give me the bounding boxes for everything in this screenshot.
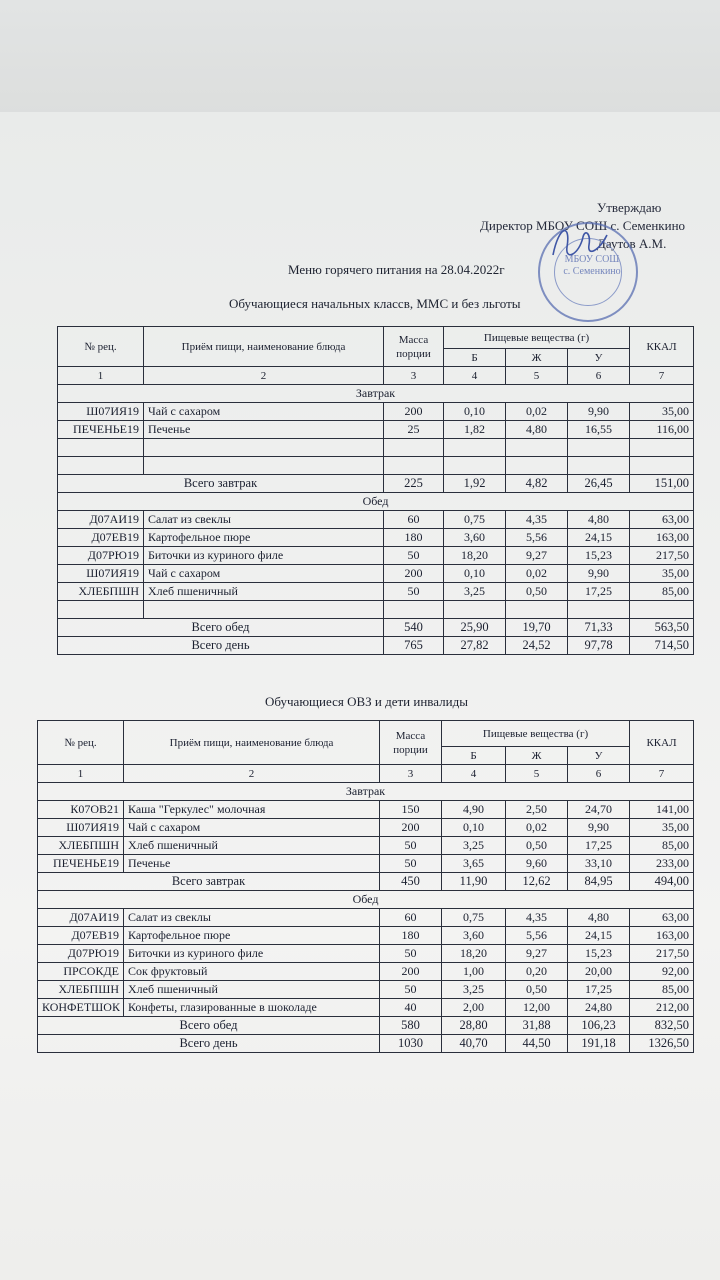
total-label: Всего день xyxy=(38,1035,380,1053)
recipe-code: ХЛЕБПШН xyxy=(58,583,144,601)
total-mass: 225 xyxy=(384,475,444,493)
fats-value: 9,60 xyxy=(506,855,568,873)
total-label: Всего завтрак xyxy=(38,873,380,891)
recipe-code: КОНФЕТШОК xyxy=(38,999,124,1017)
kcal-value: 85,00 xyxy=(630,981,694,999)
header-dish-name: Приём пищи, наименование блюда xyxy=(124,721,380,765)
fats-value xyxy=(506,457,568,475)
carbs-value xyxy=(568,439,630,457)
header-portion-mass: Масса порции xyxy=(384,327,444,367)
column-number: 6 xyxy=(568,367,630,385)
kcal-value: 92,00 xyxy=(630,963,694,981)
dish-name: Чай с сахаром xyxy=(144,565,384,583)
carbs-value: 24,15 xyxy=(568,927,630,945)
column-number: 2 xyxy=(144,367,384,385)
fats-value: 2,50 xyxy=(506,801,568,819)
portion-mass: 200 xyxy=(384,565,444,583)
kcal-value xyxy=(630,439,694,457)
dish-name: Хлеб пшеничный xyxy=(144,583,384,601)
section-lunch: Обед xyxy=(58,493,694,511)
carbs-value: 15,23 xyxy=(568,945,630,963)
total-proteins: 40,70 xyxy=(442,1035,506,1053)
recipe-code: ПЕЧЕНЬЕ19 xyxy=(58,421,144,439)
total-label: Всего день xyxy=(58,637,384,655)
total-label: Всего обед xyxy=(38,1017,380,1035)
header-carbs: У xyxy=(568,349,630,367)
carbs-value: 33,10 xyxy=(568,855,630,873)
carbs-value xyxy=(568,601,630,619)
proteins-value: 3,25 xyxy=(442,837,506,855)
total-proteins: 1,92 xyxy=(444,475,506,493)
column-number: 6 xyxy=(568,765,630,783)
total-kcal: 1326,50 xyxy=(630,1035,694,1053)
total-label: Всего обед xyxy=(58,619,384,637)
recipe-code: Д07ЕВ19 xyxy=(58,529,144,547)
dish-row xyxy=(38,801,694,819)
dish-row xyxy=(58,583,694,601)
proteins-value: 3,25 xyxy=(444,583,506,601)
dish-name: Чай с сахаром xyxy=(124,819,380,837)
dish-name xyxy=(144,439,384,457)
section-lunch: Обед xyxy=(38,891,694,909)
column-number: 5 xyxy=(506,367,568,385)
kcal-value: 116,00 xyxy=(630,421,694,439)
dish-row xyxy=(38,945,694,963)
column-number: 3 xyxy=(380,765,442,783)
proteins-value xyxy=(444,601,506,619)
dish-name: Салат из свеклы xyxy=(124,909,380,927)
fats-value: 0,20 xyxy=(506,963,568,981)
fats-value: 0,02 xyxy=(506,403,568,421)
portion-mass: 50 xyxy=(384,583,444,601)
approval-line-1: Утверждаю xyxy=(597,200,662,215)
fats-value: 0,02 xyxy=(506,819,568,837)
lunch-rows xyxy=(38,909,694,1017)
portion-mass: 50 xyxy=(380,855,442,873)
menu-table-ovz xyxy=(37,720,694,1053)
proteins-value: 4,90 xyxy=(442,801,506,819)
lunch-total-row xyxy=(58,619,694,637)
proteins-value: 0,10 xyxy=(442,819,506,837)
dish-row xyxy=(58,529,694,547)
kcal-value: 63,00 xyxy=(630,909,694,927)
total-mass: 765 xyxy=(384,637,444,655)
dish-row xyxy=(38,963,694,981)
dish-name: Чай с сахаром xyxy=(144,403,384,421)
dish-name: Биточки из куриного филе xyxy=(144,547,384,565)
table2-subtitle: Обучающиеся ОВЗ и дети инвалиды xyxy=(265,694,468,709)
approval-line-3: Даутов А.М. xyxy=(597,236,667,251)
portion-mass xyxy=(384,457,444,475)
fats-value: 4,35 xyxy=(506,511,568,529)
header-carbs: У xyxy=(568,747,630,765)
total-kcal: 151,00 xyxy=(630,475,694,493)
dish-row xyxy=(38,909,694,927)
total-label: Всего завтрак xyxy=(58,475,384,493)
column-number: 1 xyxy=(38,765,124,783)
portion-mass: 60 xyxy=(380,909,442,927)
dish-name: Картофельное пюре xyxy=(124,927,380,945)
recipe-code: Д07РЮ19 xyxy=(38,945,124,963)
total-mass: 540 xyxy=(384,619,444,637)
header-recipe-number: № рец. xyxy=(58,327,144,367)
portion-mass: 180 xyxy=(384,529,444,547)
header-proteins: Б xyxy=(442,747,506,765)
dish-name: Картофельное пюре xyxy=(144,529,384,547)
fats-value: 0,50 xyxy=(506,583,568,601)
proteins-value: 0,75 xyxy=(442,909,506,927)
dish-name: Конфеты, глазированные в шоколаде xyxy=(124,999,380,1017)
dish-row xyxy=(58,547,694,565)
dish-row xyxy=(38,855,694,873)
carbs-value: 16,55 xyxy=(568,421,630,439)
portion-mass: 180 xyxy=(380,927,442,945)
carbs-value: 24,70 xyxy=(568,801,630,819)
carbs-value: 9,90 xyxy=(568,565,630,583)
proteins-value: 3,60 xyxy=(442,927,506,945)
dish-name xyxy=(144,457,384,475)
total-proteins: 25,90 xyxy=(444,619,506,637)
column-number: 1 xyxy=(58,367,144,385)
column-number: 7 xyxy=(630,367,694,385)
portion-mass xyxy=(384,439,444,457)
dish-name: Печенье xyxy=(124,855,380,873)
total-fats: 4,82 xyxy=(506,475,568,493)
section-breakfast: Завтрак xyxy=(58,385,694,403)
recipe-code: ПЕЧЕНЬЕ19 xyxy=(38,855,124,873)
day-total-row xyxy=(58,637,694,655)
proteins-value: 1,00 xyxy=(442,963,506,981)
kcal-value xyxy=(630,457,694,475)
carbs-value: 9,90 xyxy=(568,403,630,421)
lunch-total-row xyxy=(38,1017,694,1035)
portion-mass: 200 xyxy=(380,819,442,837)
portion-mass: 50 xyxy=(384,547,444,565)
portion-mass: 200 xyxy=(384,403,444,421)
dish-name: Каша "Геркулес" молочная xyxy=(124,801,380,819)
column-number: 2 xyxy=(124,765,380,783)
recipe-code: Д07ЕВ19 xyxy=(38,927,124,945)
total-kcal: 563,50 xyxy=(630,619,694,637)
breakfast-total-row xyxy=(38,873,694,891)
dish-row xyxy=(38,999,694,1017)
carbs-value: 4,80 xyxy=(568,511,630,529)
total-kcal: 832,50 xyxy=(630,1017,694,1035)
kcal-value: 233,00 xyxy=(630,855,694,873)
total-proteins: 11,90 xyxy=(442,873,506,891)
portion-mass: 60 xyxy=(384,511,444,529)
recipe-code: Ш07ИЯ19 xyxy=(58,403,144,421)
carbs-value xyxy=(568,457,630,475)
column-number: 3 xyxy=(384,367,444,385)
portion-mass xyxy=(384,601,444,619)
dish-name: Хлеб пшеничный xyxy=(124,981,380,999)
total-fats: 12,62 xyxy=(506,873,568,891)
dish-name xyxy=(144,601,384,619)
fats-value: 0,50 xyxy=(506,837,568,855)
total-mass: 1030 xyxy=(380,1035,442,1053)
column-numbers-row xyxy=(38,765,694,783)
kcal-value: 212,00 xyxy=(630,999,694,1017)
carbs-value: 15,23 xyxy=(568,547,630,565)
proteins-value: 3,65 xyxy=(442,855,506,873)
kcal-value: 85,00 xyxy=(630,583,694,601)
recipe-code xyxy=(58,439,144,457)
proteins-value: 1,82 xyxy=(444,421,506,439)
proteins-value: 3,60 xyxy=(444,529,506,547)
kcal-value: 163,00 xyxy=(630,927,694,945)
background-surface xyxy=(0,0,720,120)
kcal-value: 35,00 xyxy=(630,819,694,837)
fats-value xyxy=(506,601,568,619)
fats-value: 12,00 xyxy=(506,999,568,1017)
fats-value: 9,27 xyxy=(506,547,568,565)
total-carbs: 191,18 xyxy=(568,1035,630,1053)
total-carbs: 106,23 xyxy=(568,1017,630,1035)
portion-mass: 40 xyxy=(380,999,442,1017)
kcal-value xyxy=(630,601,694,619)
carbs-value: 17,25 xyxy=(568,837,630,855)
recipe-code: Д07АИ19 xyxy=(58,511,144,529)
proteins-value: 18,20 xyxy=(444,547,506,565)
section-breakfast: Завтрак xyxy=(38,783,694,801)
recipe-code: ХЛЕБПШН xyxy=(38,837,124,855)
fats-value: 0,50 xyxy=(506,981,568,999)
total-mass: 450 xyxy=(380,873,442,891)
total-kcal: 494,00 xyxy=(630,873,694,891)
dish-row xyxy=(58,565,694,583)
total-proteins: 27,82 xyxy=(444,637,506,655)
recipe-code: Д07АИ19 xyxy=(38,909,124,927)
dish-name: Печенье xyxy=(144,421,384,439)
dish-row xyxy=(38,981,694,999)
table1-subtitle: Обучающиеся начальных классв, ММС и без льготы xyxy=(229,296,521,311)
dish-row xyxy=(38,927,694,945)
kcal-value: 217,50 xyxy=(630,547,694,565)
proteins-value: 18,20 xyxy=(442,945,506,963)
recipe-code xyxy=(58,601,144,619)
total-carbs: 26,45 xyxy=(568,475,630,493)
carbs-value: 17,25 xyxy=(568,981,630,999)
proteins-value: 3,25 xyxy=(442,981,506,999)
recipe-code: Ш07ИЯ19 xyxy=(58,565,144,583)
signature-icon xyxy=(545,215,615,275)
recipe-code: ПРСОКДЕ xyxy=(38,963,124,981)
breakfast-rows xyxy=(38,801,694,873)
proteins-value xyxy=(444,457,506,475)
portion-mass: 50 xyxy=(380,945,442,963)
recipe-code: К07ОВ21 xyxy=(38,801,124,819)
recipe-code: Ш07ИЯ19 xyxy=(38,819,124,837)
header-kcal: ККАЛ xyxy=(630,327,694,367)
column-number: 7 xyxy=(630,765,694,783)
page-title: Меню горячего питания на 28.04.2022г xyxy=(288,262,505,277)
carbs-value: 4,80 xyxy=(568,909,630,927)
lunch-rows xyxy=(58,511,694,619)
header-nutrients: Пищевые вещества (г) xyxy=(442,721,630,747)
total-kcal: 714,50 xyxy=(630,637,694,655)
breakfast-rows xyxy=(58,403,694,475)
dish-row xyxy=(58,439,694,457)
column-number: 5 xyxy=(506,765,568,783)
portion-mass: 200 xyxy=(380,963,442,981)
dish-row xyxy=(58,601,694,619)
header-recipe-number: № рец. xyxy=(38,721,124,765)
header-fats: Ж xyxy=(506,747,568,765)
fats-value: 5,56 xyxy=(506,529,568,547)
recipe-code xyxy=(58,457,144,475)
dish-row xyxy=(58,421,694,439)
dish-name: Салат из свеклы xyxy=(144,511,384,529)
fats-value: 4,35 xyxy=(506,909,568,927)
portion-mass: 50 xyxy=(380,981,442,999)
column-number: 4 xyxy=(444,367,506,385)
total-carbs: 97,78 xyxy=(568,637,630,655)
dish-row xyxy=(58,457,694,475)
carbs-value: 17,25 xyxy=(568,583,630,601)
total-carbs: 84,95 xyxy=(568,873,630,891)
header-dish-name: Приём пищи, наименование блюда xyxy=(144,327,384,367)
fats-value: 0,02 xyxy=(506,565,568,583)
dish-name: Хлеб пшеничный xyxy=(124,837,380,855)
stamp-text: МБОУ СОШ с. Семенкино xyxy=(563,254,621,277)
kcal-value: 141,00 xyxy=(630,801,694,819)
header-kcal: ККАЛ xyxy=(630,721,694,765)
header-proteins: Б xyxy=(444,349,506,367)
dish-row xyxy=(38,837,694,855)
proteins-value xyxy=(444,439,506,457)
fats-value: 9,27 xyxy=(506,945,568,963)
total-carbs: 71,33 xyxy=(568,619,630,637)
carbs-value: 24,15 xyxy=(568,529,630,547)
portion-mass: 25 xyxy=(384,421,444,439)
kcal-value: 35,00 xyxy=(630,403,694,421)
approval-line-2: Директор МБОУ СОШ с. Семенкино xyxy=(480,218,686,233)
kcal-value: 35,00 xyxy=(630,565,694,583)
dish-name: Сок фруктовый xyxy=(124,963,380,981)
recipe-code: Д07РЮ19 xyxy=(58,547,144,565)
day-total-row xyxy=(38,1035,694,1053)
kcal-value: 217,50 xyxy=(630,945,694,963)
total-fats: 19,70 xyxy=(506,619,568,637)
fats-value: 5,56 xyxy=(506,927,568,945)
total-proteins: 28,80 xyxy=(442,1017,506,1035)
portion-mass: 50 xyxy=(380,837,442,855)
proteins-value: 0,75 xyxy=(444,511,506,529)
portion-mass: 150 xyxy=(380,801,442,819)
fats-value xyxy=(506,439,568,457)
total-fats: 31,88 xyxy=(506,1017,568,1035)
dish-row xyxy=(38,819,694,837)
header-fats: Ж xyxy=(506,349,568,367)
header-nutrients: Пищевые вещества (г) xyxy=(444,327,630,349)
proteins-value: 0,10 xyxy=(444,565,506,583)
carbs-value: 20,00 xyxy=(568,963,630,981)
kcal-value: 85,00 xyxy=(630,837,694,855)
column-numbers-row xyxy=(58,367,694,385)
column-number: 4 xyxy=(442,765,506,783)
total-fats: 24,52 xyxy=(506,637,568,655)
menu-table-primary xyxy=(57,326,694,655)
kcal-value: 63,00 xyxy=(630,511,694,529)
kcal-value: 163,00 xyxy=(630,529,694,547)
total-mass: 580 xyxy=(380,1017,442,1035)
fats-value: 4,80 xyxy=(506,421,568,439)
dish-name: Биточки из куриного филе xyxy=(124,945,380,963)
dish-row xyxy=(58,403,694,421)
dish-row xyxy=(58,511,694,529)
carbs-value: 9,90 xyxy=(568,819,630,837)
breakfast-total-row xyxy=(58,475,694,493)
proteins-value: 0,10 xyxy=(444,403,506,421)
total-fats: 44,50 xyxy=(506,1035,568,1053)
recipe-code: ХЛЕБПШН xyxy=(38,981,124,999)
carbs-value: 24,80 xyxy=(568,999,630,1017)
proteins-value: 2,00 xyxy=(442,999,506,1017)
header-portion-mass: Масса порции xyxy=(380,721,442,765)
